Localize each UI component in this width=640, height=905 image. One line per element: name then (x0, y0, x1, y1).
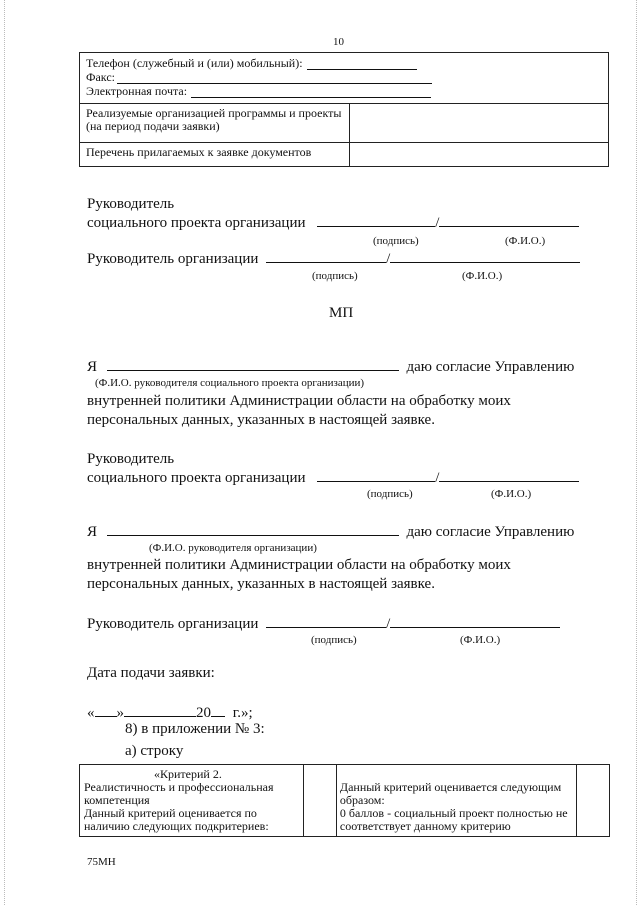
sig2-label: Руководитель организации (87, 251, 259, 267)
date-month-field[interactable] (124, 703, 196, 717)
sig3-name-caption: (Ф.И.О.) (491, 488, 532, 500)
consent1-agree: даю согласие Управлению (406, 359, 575, 375)
consent1-ya: Я (87, 359, 98, 375)
date-year-field[interactable] (211, 703, 225, 717)
sig3-line2-row (87, 468, 579, 487)
programs-label: Реализуемые организацией программы и проекты (на период подачи заявки) (80, 104, 350, 143)
consent1-caption: (Ф.И.О. руководителя социального проекта организации) (95, 377, 365, 389)
sig3-line1: Руководитель (87, 451, 175, 467)
date-day-field[interactable] (95, 703, 117, 717)
item-a: а) строку (125, 743, 184, 759)
date-label: Дата подачи заявки: (87, 665, 215, 681)
criteria-table (79, 764, 610, 837)
date-year-prefix: 20 (196, 705, 211, 721)
consent2-body1: внутренней политики Администрации области на обработку моих (87, 557, 511, 573)
contacts-cell (80, 53, 609, 104)
sig2-slash: / (386, 251, 391, 267)
consent1-body2: персональных данных, указанных в настоящей заявке. (87, 412, 435, 428)
sig1-sign-caption: (подпись) (373, 235, 419, 247)
sig4-signature-field[interactable] (266, 614, 386, 628)
fax-label: Факс: (86, 70, 115, 84)
phone-field[interactable] (307, 56, 417, 70)
sig4-name-caption: (Ф.И.О.) (460, 634, 501, 646)
sig2-signature-field[interactable] (266, 249, 386, 263)
sig1-line2: социального проекта организации (87, 215, 306, 231)
sig3-signature-field[interactable] (317, 468, 435, 482)
criteria-cell-2 (303, 765, 336, 837)
sig1-name-field[interactable] (439, 213, 579, 227)
contacts-row (80, 53, 609, 104)
page-number: 10 (333, 36, 344, 48)
criteria-zero-points: 0 баллов - социальный проект полностью не соответствует данному критерию (339, 806, 568, 833)
fax-field[interactable] (117, 70, 432, 84)
stamp-place-label: МП (329, 305, 354, 321)
documents-row (80, 143, 609, 167)
consent1-row (87, 357, 574, 376)
sig2-name-caption: (Ф.И.О.) (462, 270, 503, 282)
sig4-name-field[interactable] (390, 614, 560, 628)
sig3-sign-caption: (подпись) (367, 488, 413, 500)
sig1-line1: Руководитель (87, 196, 175, 212)
criteria-name: Реалистичность и профессиональная компетенция (84, 780, 274, 807)
sig3-line2: социального проекта организации (87, 470, 306, 486)
criteria-title: «Критерий 2. (154, 767, 222, 781)
email-label: Электронная почта: (86, 84, 188, 98)
sig1-slash: / (435, 215, 440, 231)
consent1-name-field[interactable] (107, 357, 399, 371)
phone-label: Телефон (служебный и (или) мобильный): (86, 56, 303, 70)
sig4-slash: / (386, 616, 391, 632)
consent2-ya: Я (87, 524, 98, 540)
item-8: 8) в приложении № 3: (125, 721, 265, 737)
date-year-suffix: г.»; (232, 705, 253, 721)
consent2-caption: (Ф.И.О. руководителя организации) (149, 542, 317, 554)
sig3-slash: / (435, 470, 440, 486)
contacts-table (79, 52, 609, 167)
consent2-row (87, 522, 574, 541)
criteria-method: Данный критерий оценивается следующим образом: (339, 780, 562, 807)
consent1-body1: внутренней политики Администрации области на обработку моих (87, 393, 511, 409)
sig2-name-field[interactable] (390, 249, 580, 263)
sig1-line2-row (87, 213, 579, 232)
sig1-name-caption: (Ф.И.О.) (505, 235, 546, 247)
criteria-cell-3 (336, 765, 576, 837)
right-margin-dots (636, 0, 637, 905)
sig2-row (87, 249, 580, 268)
footer-code: 75МН (87, 856, 116, 868)
sig4-row (87, 614, 560, 633)
sig2-sign-caption: (подпись) (312, 270, 358, 282)
left-margin-dots (4, 0, 5, 905)
criteria-row (80, 765, 610, 837)
documents-label: Перечень прилагаемых к заявке документов (80, 143, 350, 167)
sig4-label: Руководитель организации (87, 616, 259, 632)
criteria-cell-4 (576, 765, 609, 837)
consent2-name-field[interactable] (107, 522, 399, 536)
email-field[interactable] (191, 84, 431, 98)
date-open-quote: « (87, 705, 95, 721)
consent2-body2: персональных данных, указанных в настоящей заявке. (87, 576, 435, 592)
date-close-quote: » (116, 705, 124, 721)
criteria-cell-1 (80, 765, 304, 837)
sig1-signature-field[interactable] (317, 213, 435, 227)
programs-row (80, 104, 609, 143)
documents-value[interactable] (350, 143, 609, 167)
sig4-sign-caption: (подпись) (311, 634, 357, 646)
programs-value[interactable] (350, 104, 609, 143)
criteria-subtext: Данный критерий оценивается по наличию следующих подкритериев: (84, 806, 269, 833)
consent2-agree: даю согласие Управлению (406, 524, 575, 540)
date-line (87, 703, 253, 722)
sig3-name-field[interactable] (439, 468, 579, 482)
